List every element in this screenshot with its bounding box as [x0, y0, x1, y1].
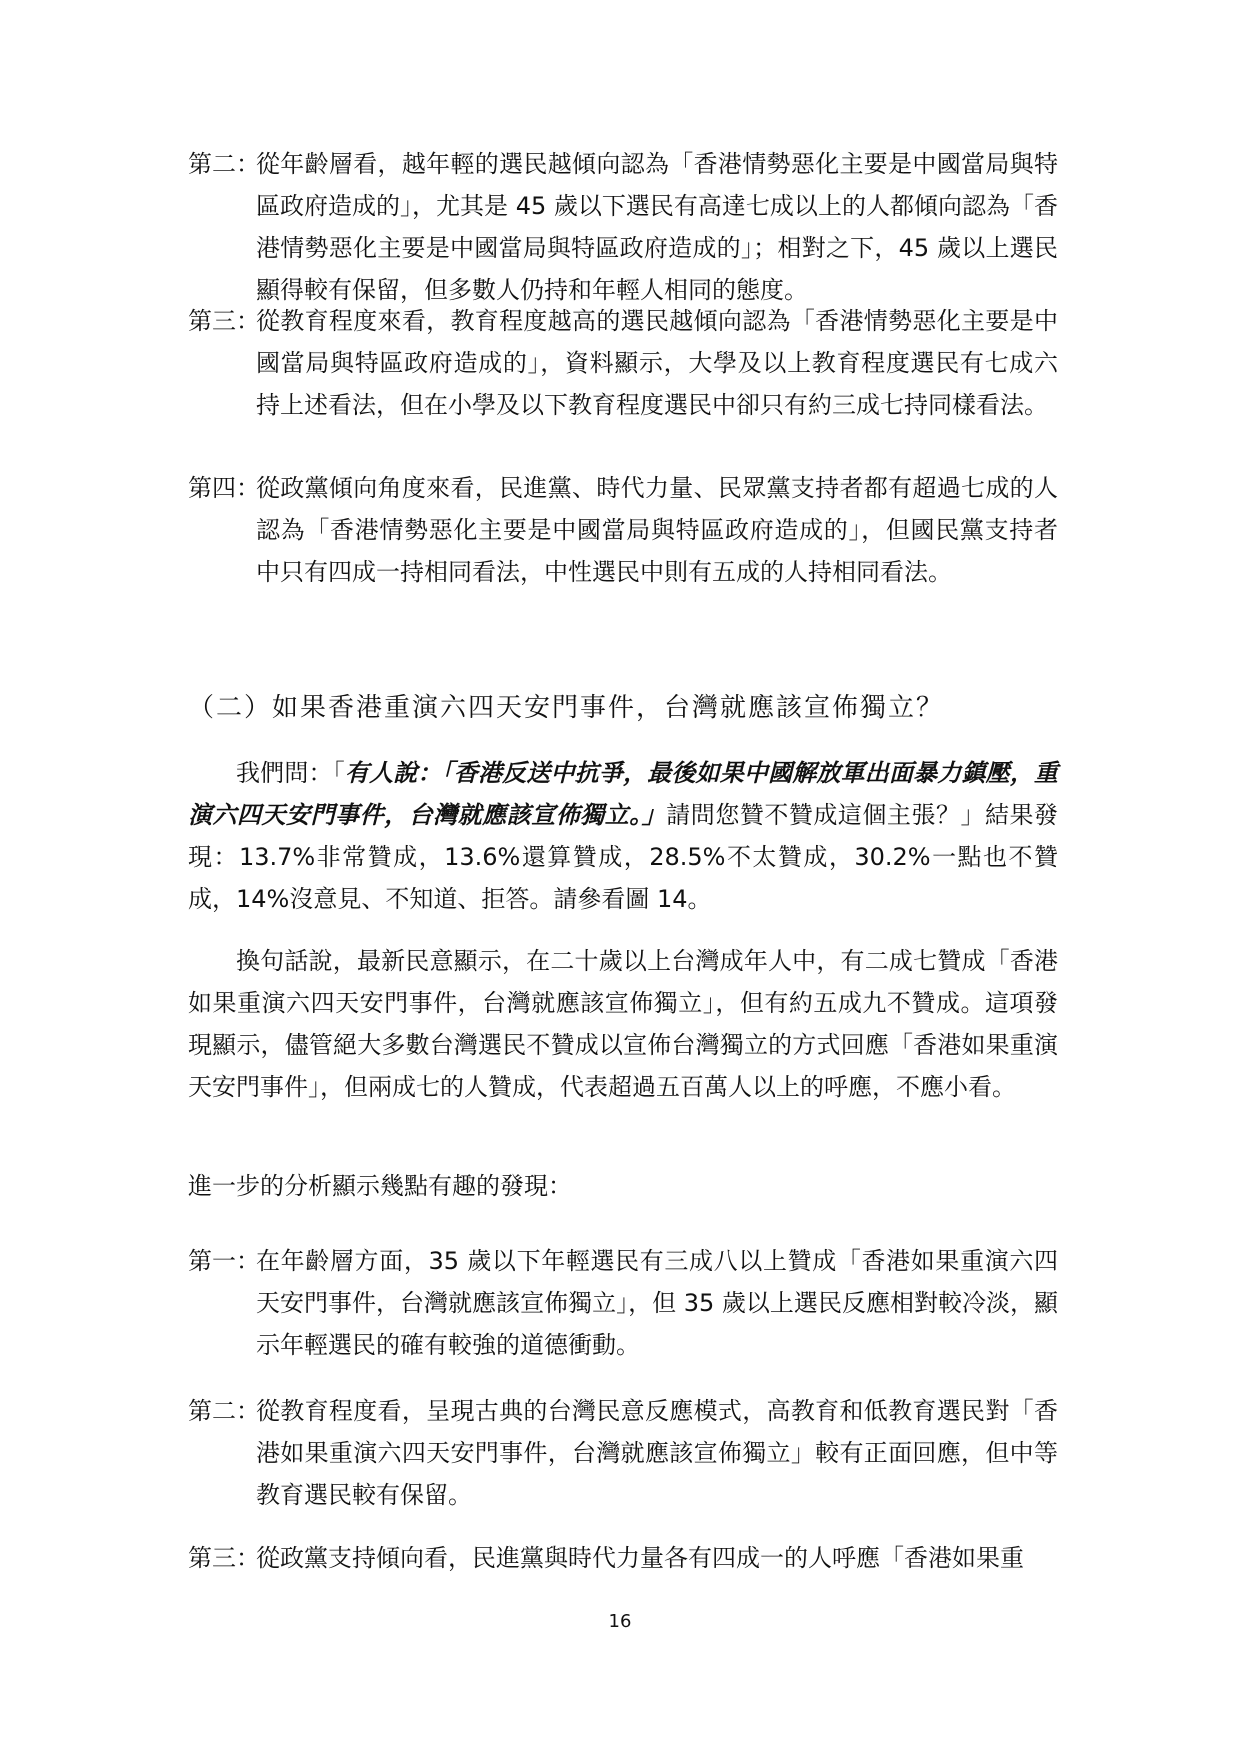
- survey-question-paragraph: [188, 752, 1058, 920]
- question-prefix: 我們問：「: [236, 759, 345, 787]
- item-lead-label: 第三：: [188, 1544, 260, 1572]
- section-heading: （二）如果香港重演六四天安門事件，台灣就應該宣佈獨立？: [188, 693, 945, 723]
- item-lead-label: 第四：: [188, 474, 260, 502]
- item-text: 從年齡層看，越年輕的選民越傾向認為「香港情勢惡化主要是中國當局與特區政府造成的」，尤其是 45 歲以下選民有高達七成以上的人都傾向認為「香港情勢惡化主要是中國當局與特區政府造成的」；相對之下，45 歲以上選民顯得較有保留，但多數人仍持和年輕人相同的態度。: [256, 150, 1058, 304]
- item-lead-label: 第二：: [188, 150, 260, 178]
- analysis-intro: 進一步的分析顯示幾點有趣的發現：: [188, 1172, 572, 1200]
- item-text: 從教育程度看，呈現古典的台灣民意反應模式，高教育和低教育選民對「香港如果重演六四天安門事件，台灣就應該宣佈獨立」較有正面回應，但中等教育選民較有保留。: [256, 1397, 1058, 1509]
- item-text: 從政黨傾向角度來看，民進黨、時代力量、民眾黨支持者都有超過七成的人認為「香港情勢惡化主要是中國當局與特區政府造成的」，但國民黨支持者中只有四成一持相同看法，中性選民中則有五成的人持相同看法。: [256, 474, 1058, 586]
- finding-item-3-party: [188, 1537, 1058, 1579]
- item-lead-label: 第一：: [188, 1247, 260, 1275]
- item-lead-label: 第三：: [188, 307, 260, 335]
- summary-paragraph: 換句話說，最新民意顯示，在二十歲以上台灣成年人中，有二成七贊成「香港如果重演六四天安門事件，台灣就應該宣佈獨立」，但有約五成九不贊成。這項發現顯示，儘管絕大多數台灣選民不贊成以宣佈台灣獨立的方式回應「香港如果重演天安門事件」，但兩成七的人贊成，代表超過五百萬人以上的呼應，不應小看。: [188, 947, 1058, 1101]
- item-lead-label: 第二：: [188, 1397, 260, 1425]
- item-text: 在年齡層方面，35 歲以下年輕選民有三成八以上贊成「香港如果重演六四天安門事件，台灣就應該宣佈獨立」，但 35 歲以上選民反應相對較冷淡，顯示年輕選民的確有較強的道德衝動。: [256, 1247, 1058, 1359]
- page-number: 16: [608, 1611, 632, 1632]
- finding-item-2-age: [188, 143, 1058, 311]
- finding-item-1-age: [188, 1240, 1058, 1366]
- survey-question: 有人說：「香港反送中抗爭，最後如果中國解放軍出面暴力鎮壓，重演六四天安門事件，台灣就應該宣佈獨立。」: [188, 759, 1059, 829]
- question-result: 請問您贊不贊成這個主張？」結果發現：13.7%非常贊成，13.6%還算贊成，28.5%不太贊成，30.2%一點也不贊成，14%沒意見、不知道、拒答。請參看圖 14。: [188, 801, 1059, 913]
- finding-item-4-party: [188, 467, 1058, 593]
- finding-item-3-education: [188, 300, 1058, 426]
- item-text: 從教育程度來看，教育程度越高的選民越傾向認為「香港情勢惡化主要是中國當局與特區政府造成的」，資料顯示，大學及以上教育程度選民有七成六持上述看法，但在小學及以下教育程度選民中卻只有約三成七持同樣看法。: [256, 307, 1058, 419]
- finding-item-2-education: [188, 1390, 1058, 1516]
- item-text: 從政黨支持傾向看，民進黨與時代力量各有四成一的人呼應「香港如果重: [256, 1544, 1024, 1572]
